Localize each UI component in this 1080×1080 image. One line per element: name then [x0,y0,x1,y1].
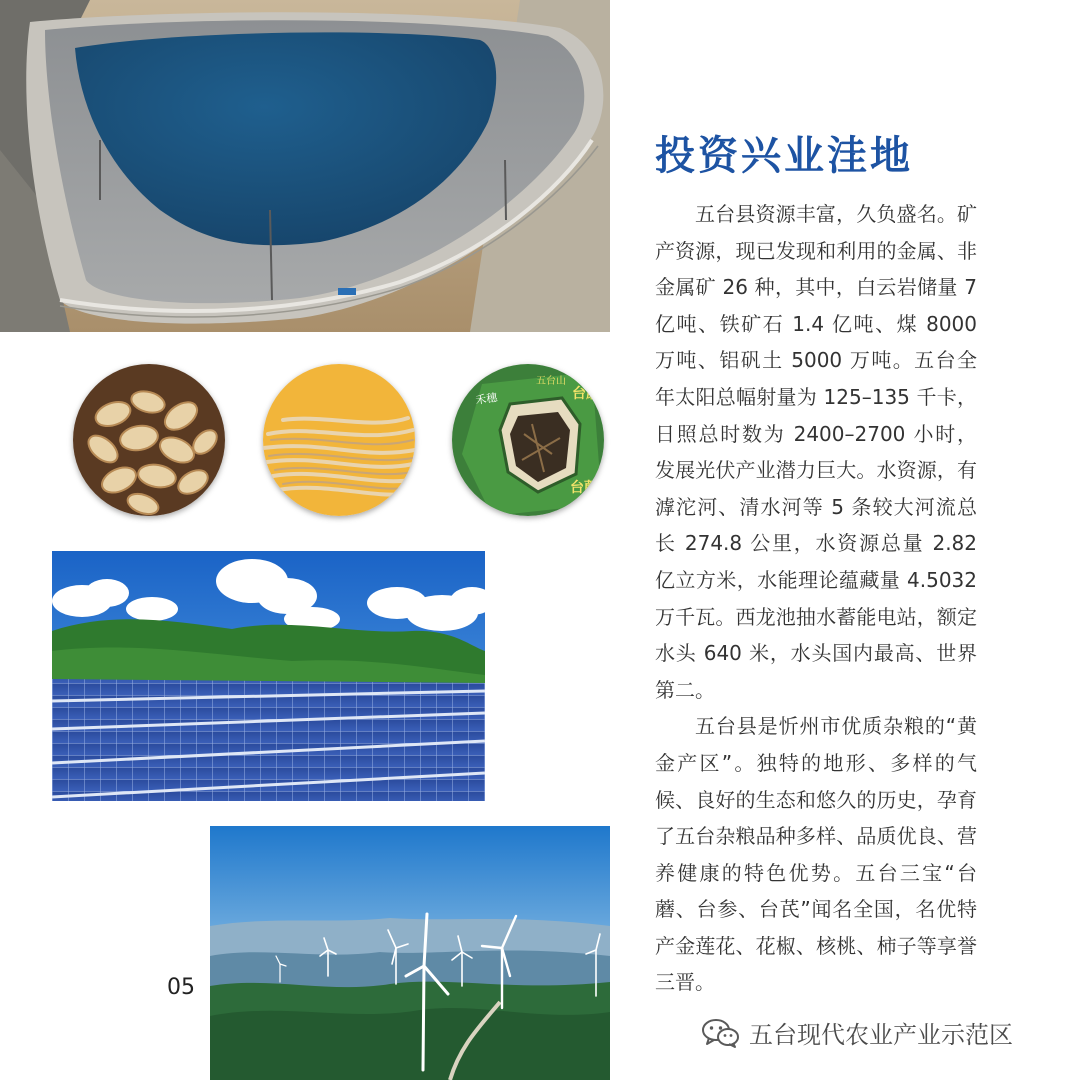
wind-farm-photo [210,826,610,1080]
package-vertical-text-2: 台蘑 [572,385,600,401]
package-vertical-text-3: 台蘑 [570,479,598,495]
package-brand-text: 禾穗 [474,392,499,407]
reservoir-photo [0,0,610,332]
section-heading: 投资兴业洼地 [655,133,913,179]
watermark [701,1015,1013,1050]
package-vertical-text-1: 五台山 [536,376,566,387]
paragraph-resources: 五台县资源丰富，久负盛名。矿产资源，现已发现和利用的金属、非金属矿 26 种，其中，白云岩储量 7 亿吨、铁矿石 1.4 亿吨、煤 8000 万吨、铝矾土 5000 万吨。五台全年太阳总幅射量为 125–135 千卡，日照总时数为 2400–2700 小时，发展光伏产业潜力巨大。水资源，有滹沱河、清水河等 5 条较大河流总长 274.8 公里，水资源总量 2.82 亿立方米，水能理论蕴藏量 4.5032 万千瓦。西龙池抽水蓄能电站，额定水头 640 米，水头国内最高、世界第二。 [655,202,977,702]
herb-photo-mushroom-package [452,364,604,516]
article-body [655,196,977,1001]
watermark-text: 五台现代农业产业示范区 [749,1021,1013,1049]
paragraph-agriculture: 五台县是忻州市优质杂粮的“黄金产区”。独特的地形、多样的气候、良好的生态和悠久的历史，孕育了五台杂粮品种多样、品质优良、营养健康的特色优势。五台三宝“台蘑、台参、台芪”闻名全国，名优特产金莲花、花椒、核桃、柿子等享誉三晋。 [655,714,977,995]
wechat-icon [701,1017,741,1049]
herb-photo-sliced-root [73,364,225,516]
herb-photo-dried-roots [263,364,415,516]
solar-farm-photo [52,551,485,801]
page-number: 05 [167,975,195,1000]
